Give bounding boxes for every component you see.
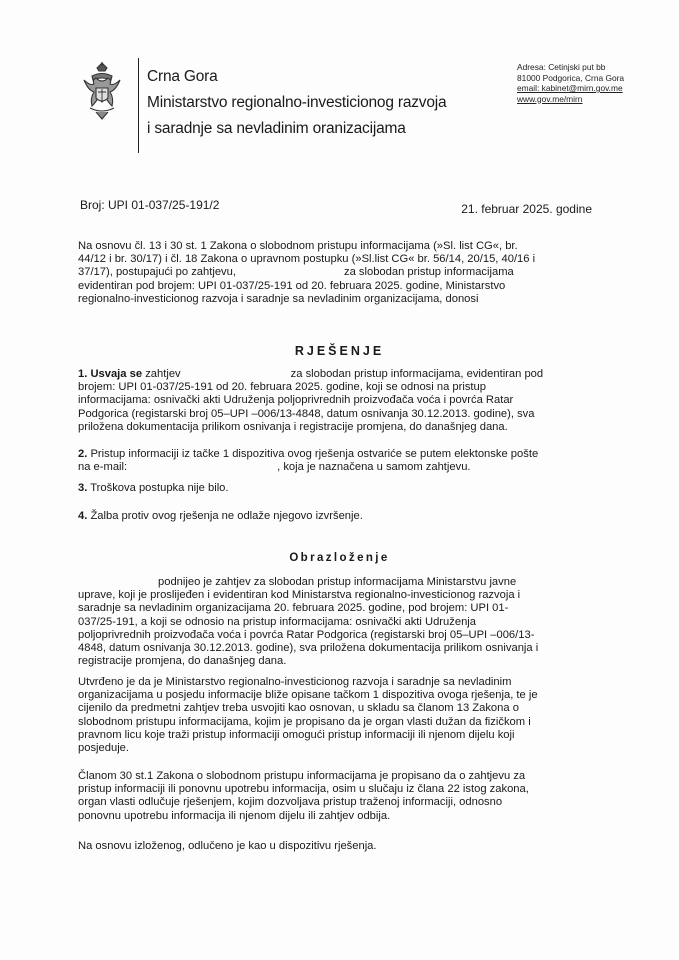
decision-point-4 <box>78 510 599 523</box>
point-number: 3. <box>78 482 88 494</box>
text-line <box>78 368 599 381</box>
text-line: 44/12 i br. 30/17) i čl. 18 Zakona o upravnom postupku (»Sl.list CG« br. 56/14, 20/15, 40/16 i <box>78 253 536 266</box>
reasoning-paragraph-3 <box>78 770 599 823</box>
text-line: slobodnom pristupu informacijama, kojim je propisano da je organ vlasti dužan da fizičkom i <box>78 715 531 728</box>
text-fragment: na e-mail: <box>78 461 128 474</box>
text-line: regionalno-investicionog razvoja i saradnje sa nevladinim organizacijama, donosi <box>78 292 479 305</box>
contact-city: 81000 Podgorica, Crna Gora <box>517 72 625 83</box>
text-fragment: , koja je naznačena u samom zahtjevu. <box>277 461 471 474</box>
text-fragment: za slobodan pristup informacijama <box>343 266 514 279</box>
text-line: organ vlasti odlučuje rješenjem, kojim dozvoljava pristup traženoj informaciji, odnosno <box>78 796 503 809</box>
text-line: podnijeo je zahtjev za slobodan pristup informacijama Ministarstvu javne <box>158 576 517 588</box>
reference-number: Broj: UPI 01-037/25-191/2 <box>80 198 220 212</box>
text-line: Na osnovu izloženog, odlučeno je kao u dispozitivu rješenja. <box>78 840 377 852</box>
text-line: 037/25-191, a koji se odnosio na pristup informacijama: osnivački akti Udruženja <box>78 615 476 628</box>
text-line: Članom 30 st.1 Zakona o slobodnom pristupu informacijama je propisano da o zahtjevu za <box>78 770 526 782</box>
organization-block <box>147 64 446 142</box>
text-line: registracije promjena, do današnjeg dana. <box>78 655 287 668</box>
ministry-name-line1: Ministarstvo regionalno-investicionog razvoja <box>147 94 447 111</box>
text-line: Utvrđeno je da je Ministarstvo regionalno-investicionog razvoja i saradnje sa nevladinim <box>78 676 512 688</box>
contact-web-link[interactable]: www.gov.me/mirn <box>517 93 583 104</box>
text-fragment: 37/17), postupajući po zahtjevu, <box>78 266 236 279</box>
point-number: 4. <box>78 510 88 522</box>
text-line: organizacijama u posjedu informacije bliže opisane tačkom 1 dispozitiva ovoga rješenja, te je <box>78 689 538 702</box>
coat-of-arms-icon <box>80 62 124 120</box>
text-line <box>78 510 599 523</box>
decision-title: RJEŠENJE <box>294 344 385 358</box>
text-line <box>78 482 599 495</box>
decision-point-1 <box>78 368 599 434</box>
text-fragment: Žalba protiv ovog rješenja ne odlaže njegovo izvršenje. <box>90 510 363 522</box>
text-line: pristup informaciji ili ponovnu upotrebu informacija, osim u slučaju iz člana 22 istog zakona, <box>78 783 529 796</box>
contact-email[interactable]: email: kabinet@mirn.gov.me <box>517 83 623 93</box>
decision-point-2 <box>78 448 599 474</box>
text-line: ponovnu upotrebu informacija ili njenom dijelu ili zahtjev odbija. <box>78 809 391 822</box>
text-fragment: Troškova postupka nije bilo. <box>90 482 229 494</box>
text-line <box>78 448 599 461</box>
text-line: pravnom licu koje traži pristup informaciji omogući pristup informaciji ili njenom dijelu koji <box>78 728 515 741</box>
reasoning-title: Obrazloženje <box>289 552 390 564</box>
text-line: cijenilo da predmetni zahtjev treba usvojiti kao osnovan, u skladu sa članom 13 Zakona o <box>78 702 519 715</box>
point-number: 2. <box>78 448 88 460</box>
text-line: priložena dokumentacija prilikom osnivanja i registracije promjena, do današnjeg dana. <box>78 420 508 433</box>
header-divider <box>138 58 139 153</box>
text-fragment: Pristup informaciji iz tačke 1 dispozitiva ovog rješenja ostvariće se putem elektonske pošte <box>90 448 539 460</box>
reasoning-paragraph-4 <box>78 840 599 853</box>
contact-address: Adresa: Cetinjski put bb <box>517 62 606 72</box>
text-fragment: za slobodan pristup informacijama, evidentiran pod <box>290 368 544 380</box>
country-name: Crna Gora <box>147 68 218 85</box>
document-date: 21. februar 2025. godine <box>461 202 592 216</box>
reasoning-paragraph-1 <box>78 576 599 668</box>
text-line: Podgorica (registarski broj 05–UPI –006/13-4848, datum osnivanja 30.12.2013. godine), sva <box>78 407 535 420</box>
text-line: 4848, datum osnivanja 30.12.2013. godine), sva priložena dokumentacija prilikom osnivanja i <box>78 642 539 655</box>
text-line: saradnje sa nevladinim organizacijama 20. februara 2025. godine, pod brojem: UPI 01- <box>78 602 509 615</box>
text-line: uprave, koji je proslijeđen i evidentiran kod Ministarstva regionalno-investicionog razvoja i <box>78 589 521 602</box>
point-number: 1. Usvaja se <box>78 368 143 380</box>
intro-paragraph <box>78 240 599 306</box>
text-line: poljoprivrednih proizvođača voća i povrća Ratar Podgorica (registarski broj 05–UPI –006/13- <box>78 628 535 641</box>
text-fragment: zahtjev <box>145 368 181 380</box>
text-line: evidentiran pod brojem: UPI 01-037/25-191 od 20. februara 2025. godine, Ministarstvo <box>78 279 506 292</box>
text-line <box>78 461 599 474</box>
text-line: informacijama: osnivački akti Udruženja poljoprivrednih proizvođača voća i povrća Ratar <box>78 394 514 407</box>
reasoning-paragraph-2 <box>78 676 599 755</box>
ministry-name-line2: i saradnje sa nevladinim oranizacijama <box>147 120 406 137</box>
text-line: brojem: UPI 01-037/25-191 od 20. februara 2025. godine, koji se odnosi na pristup <box>78 381 486 394</box>
text-line: Na osnovu čl. 13 i 30 st. 1 Zakona o slobodnom pristupu informacijama (»Sl. list CG«, br. <box>78 240 518 252</box>
contact-block <box>517 62 624 104</box>
decision-point-3 <box>78 482 599 495</box>
text-line <box>78 266 599 279</box>
text-line: posjeduje. <box>78 742 130 755</box>
